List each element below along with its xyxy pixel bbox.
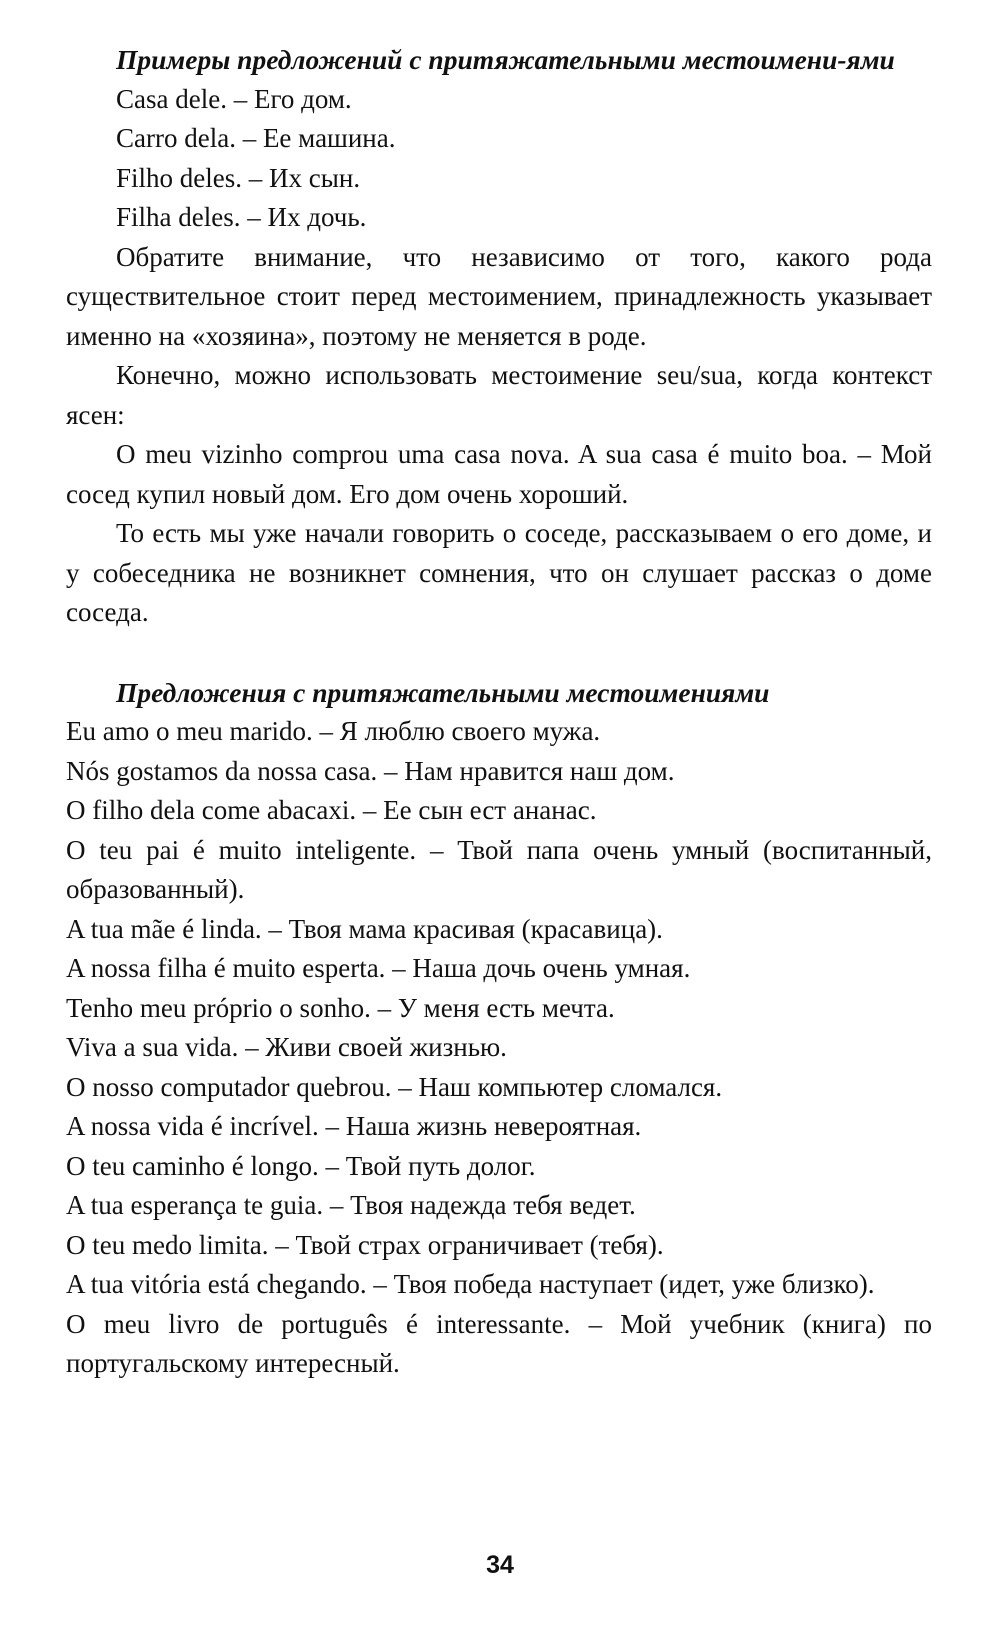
sentence-line: Eu amo o meu marido. – Я люблю своего мужа. bbox=[66, 716, 601, 746]
sentence-line: O meu livro de português é interessante. – Мой учебник (книга) по португальскому интересный. bbox=[66, 1308, 932, 1378]
sentence-line: Nós gostamos da nossa casa. – Нам нравится наш дом. bbox=[66, 755, 675, 786]
example-line: Casa dele. – Его дом. bbox=[116, 83, 352, 114]
section-spacer bbox=[66, 633, 932, 673]
body-paragraph: Обратите внимание, что независимо от того, какого рода существительное стоит перед местоимением, принадлежность указывает именно на «хозяина», поэтому не меняется в роде. bbox=[66, 241, 932, 351]
sentence-line: A tua vitória está chegando. – Твоя победа наступает (идет, уже близко). bbox=[66, 1269, 875, 1299]
example-line: Carro dela. – Ее машина. bbox=[116, 123, 396, 153]
section-heading-sentences: Предложения с притяжательными местоимениями bbox=[116, 676, 770, 708]
body-paragraph: Конечно, можно использовать местоимение seu/sua, когда контекст ясен: bbox=[66, 360, 932, 430]
sentence-line: O filho dela come abacaxi. – Ее сын ест ананас. bbox=[66, 795, 597, 825]
sentence-line: Viva a sua vida. – Живи своей жизнью. bbox=[66, 1032, 507, 1062]
sentence-line: O nosso computador quebrou. – Наш компьютер сломался. bbox=[66, 1071, 723, 1102]
example-paragraph: O meu vizinho comprou uma casa nova. A sua casa é muito boa. – Мой сосед купил новый дом. Его дом очень хороший. bbox=[66, 439, 932, 509]
page-number: 34 bbox=[486, 1551, 514, 1579]
sentence-line: A tua mãe é linda. – Твоя мама красивая (красавица). bbox=[66, 913, 663, 944]
sentence-line: Tenho meu próprio o sonho. – У меня есть мечта. bbox=[66, 992, 615, 1023]
example-line: Filha deles. – Их дочь. bbox=[116, 202, 367, 232]
sentence-line: A tua esperança te guia. – Твоя надежда тебя ведет. bbox=[66, 1190, 636, 1220]
body-paragraph: То есть мы уже начали говорить о соседе, рассказываем о его доме, и у собеседника не возникнет сомнения, что он слушает рассказ о доме соседа. bbox=[66, 518, 932, 627]
example-line: Filho deles. – Их сын. bbox=[116, 162, 361, 193]
sentence-line: A nossa vida é incrível. – Наша жизнь невероятная. bbox=[66, 1111, 642, 1141]
section-heading-examples: Примеры предложений с притяжательными местоимени-ями bbox=[116, 44, 895, 75]
sentence-line: O teu caminho é longo. – Твой путь долог. bbox=[66, 1150, 536, 1181]
sentence-line: O teu pai é muito inteligente. – Твой папа очень умный (воспитанный, образованный). bbox=[66, 834, 932, 904]
sentence-line: A nossa filha é muito esperta. – Наша дочь очень умная. bbox=[66, 953, 691, 983]
sentence-line: O teu medo limita. – Твой страх ограничивает (тебя). bbox=[66, 1229, 664, 1260]
page-content bbox=[66, 40, 932, 1384]
